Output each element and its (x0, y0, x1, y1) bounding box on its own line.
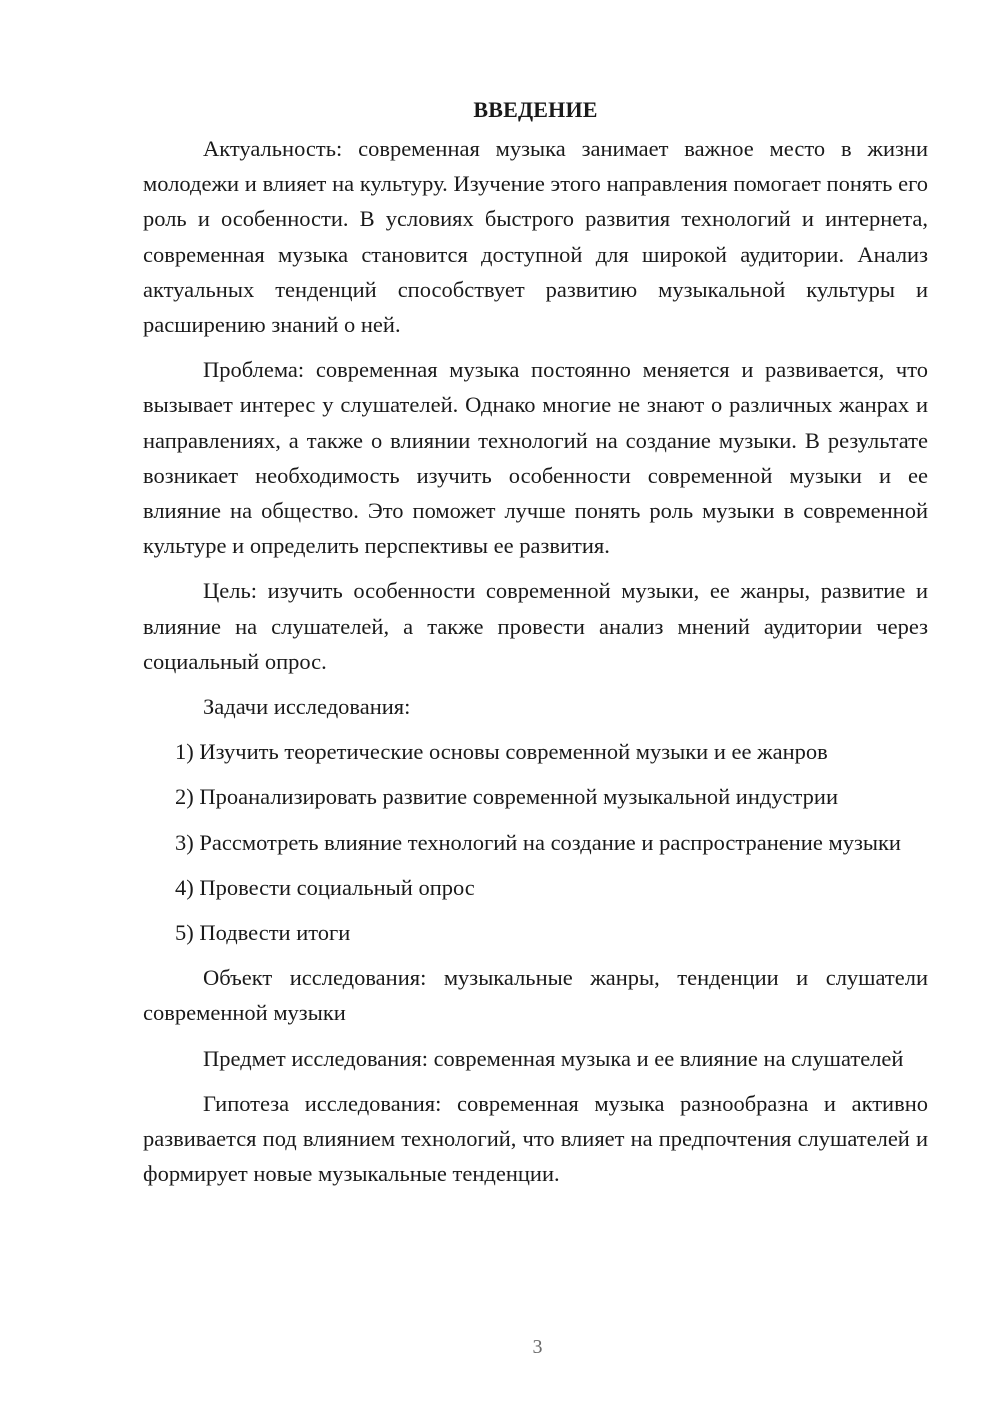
task-item: 2) Проанализировать развитие современной музыкальной индустрии (175, 784, 838, 810)
document-page (143, 95, 928, 1201)
section-title: ВВЕДЕНИЕ (473, 97, 598, 122)
page-number: 3 (532, 1336, 543, 1358)
subject-paragraph: Предмет исследования: современная музыка и ее влияние на слушателей (203, 1045, 904, 1071)
task-item: 5) Подвести итоги (175, 920, 351, 946)
goal-paragraph: Цель: изучить особенности современной музыки, ее жанры, развитие и влияние на слушателей, а также провести анализ мнений аудитории через социальный опрос. (143, 578, 928, 674)
tasks-heading: Задачи исследования: (203, 694, 411, 720)
task-item: 1) Изучить теоретические основы современной музыки и ее жанров (175, 739, 828, 765)
relevance-paragraph: Актуальность: современная музыка занимает важное место в жизни молодежи и влияет на культуру. Изучение этого направления помогает понять его роль и особенности. В условиях быстрого развития технологий и интернета, современная музыка становится доступной для широкой аудитории. Анализ актуальных тенденций способствует развитию музыкальной культуры и расширению знаний о ней. (143, 136, 928, 338)
hypothesis-paragraph: Гипотеза исследования: современная музыка разнообразна и активно развивается под влиянием технологий, что влияет на предпочтения слушателей и формирует новые музыкальные тенденции. (143, 1090, 928, 1187)
problem-paragraph: Проблема: современная музыка постоянно меняется и развивается, что вызывает интерес у слушателей. Однако многие не знают о различных жанрах и направлениях, а также о влиянии технологий на создание музыки. В результате возникает необходимость изучить особенности современной музыки и ее влияние на общество. Это поможет лучше понять роль музыки в современной культуре и определить перспективы ее развития. (143, 357, 928, 559)
object-paragraph: Объект исследования: музыкальные жанры, тенденции и слушатели современной музыки (143, 965, 928, 1026)
task-item: 4) Провести социальный опрос (175, 874, 475, 900)
task-item: 3) Рассмотреть влияние технологий на создание и распространение музыки (175, 829, 901, 855)
